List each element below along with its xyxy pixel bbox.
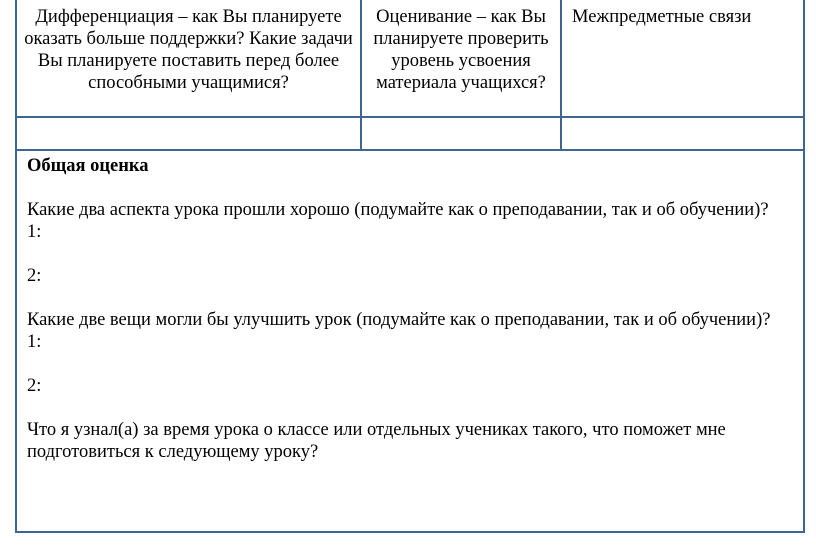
assessment-header-text: Оценивание – как Вы планируете проверить уровень усвоения материала учащихся?: [373, 7, 549, 93]
question-learned: Что я узнал(а) за время урока о классе или отдельных учениках такого, что поможет мне подготовиться к следующему уроку?: [27, 420, 726, 462]
empty-input-row: [16, 117, 804, 150]
cross-curricular-header-cell: [561, 0, 804, 117]
cross-curricular-input-cell[interactable]: [561, 117, 804, 150]
question-improvements: Какие две вещи могли бы улучшить урок (подумайте как о преподавании, так и об обучении)?: [27, 310, 771, 330]
header-row: [16, 0, 804, 117]
lesson-plan-table: [15, 0, 805, 533]
differentiation-header-cell: [16, 0, 361, 117]
assessment-input-cell[interactable]: [361, 117, 561, 150]
answer-label-1: 1:: [27, 222, 42, 242]
answer-label-1: 1:: [27, 332, 42, 352]
answer-label-2: 2:: [27, 376, 42, 396]
summary-cell: [16, 150, 804, 532]
summary-row: [16, 150, 804, 532]
question-well-aspects: Какие два аспекта урока прошли хорошо (подумайте как о преподавании, так и об обучении)?: [27, 200, 769, 220]
differentiation-input-cell[interactable]: [16, 117, 361, 150]
summary-title: Общая оценка: [27, 156, 149, 176]
cross-curricular-header-text: Межпредметные связи: [572, 7, 752, 27]
assessment-header-cell: [361, 0, 561, 117]
answer-label-2: 2:: [27, 266, 42, 286]
differentiation-header-text: Дифференциация – как Вы планируете оказать больше поддержки? Какие задачи Вы планируете поставить перед более способными учащимися?: [24, 7, 353, 93]
